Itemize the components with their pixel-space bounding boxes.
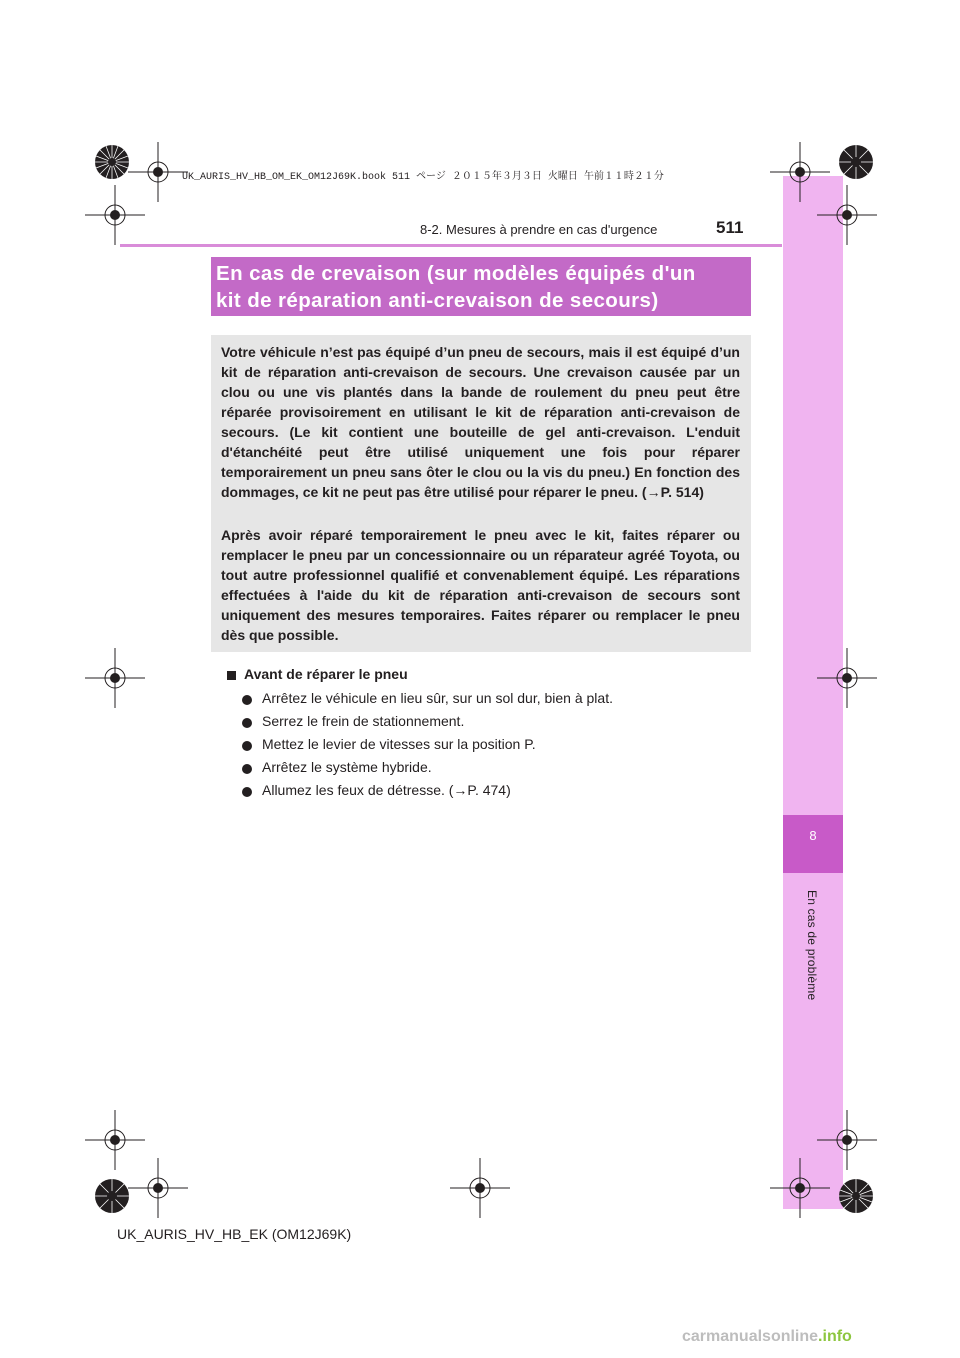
- crosshair-icon: [450, 1158, 510, 1218]
- page-title-line-1: En cas de crevaison (sur modèles équipés d'un: [216, 262, 696, 285]
- list-item: Mettez le levier de vitesses sur la position P.: [262, 736, 536, 752]
- watermark-site: carmanualsonline: [682, 1328, 819, 1345]
- intro-paragraph-1: Votre véhicule n’est pas équipé d’un pneu de secours, mais il est équipé d’un kit de réparation anti-crevaison de secours. Une crevaison causée par un clou ou une vis plantés dans la bande de roulement du pneu peut être réparée provisoirement en utilisant le kit de réparation anti-crevaison de secours. (Le kit contient une bouteille de gel anti-crevaison. L'enduit d'étanchéité peut être utilisé uniquement une fois pour réparer temporairement un pneu sans ôter le clou ou la vis du pneu.) En fonction des dommages, ce kit ne peut pas être utilisé pour réparer le pneu. (→P. 514): [221, 344, 740, 500]
- chapter-number: 8: [809, 828, 817, 843]
- document-code: UK_AURIS_HV_HB_EK (OM12J69K): [117, 1226, 352, 1242]
- page-title-line-2: kit de réparation anti-crevaison de secours): [216, 289, 659, 312]
- print-file-info: UK_AURIS_HV_HB_OM_EK_OM12J69K.book 511 ページ ２０１５年３月３日 火曜日 午前１１時２１分: [182, 172, 664, 183]
- bullet-icon: [242, 764, 252, 774]
- header-rule: [120, 244, 782, 247]
- registration-starburst-icon: [836, 1176, 876, 1216]
- bullet-icon: [242, 787, 252, 797]
- watermark: [682, 1328, 852, 1346]
- crosshair-icon: [85, 648, 145, 708]
- crosshair-icon: [128, 142, 188, 202]
- chapter-number-box: [783, 815, 843, 873]
- list-item: Arrêtez le véhicule en lieu sûr, sur un sol dur, bien à plat.: [262, 690, 613, 706]
- crosshair-icon: [770, 1158, 830, 1218]
- page-number: 511: [716, 218, 744, 237]
- registration-starburst-icon: [836, 142, 876, 182]
- chapter-title: En cas de problème: [805, 890, 819, 1001]
- registration-starburst-icon: [92, 142, 132, 182]
- crosshair-icon: [817, 648, 877, 708]
- crosshair-icon: [128, 1158, 188, 1218]
- crosshair-icon: [817, 185, 877, 245]
- bullet-icon: [242, 741, 252, 751]
- page-title: [216, 260, 756, 314]
- registration-starburst-icon: [92, 1176, 132, 1216]
- subsection-title: Avant de réparer le pneu: [244, 666, 408, 682]
- section-label: 8-2. Mesures à prendre en cas d'urgence: [420, 222, 658, 237]
- list-item: Allumez les feux de détresse. (→P. 474): [262, 782, 511, 798]
- bullet-icon: [242, 695, 252, 705]
- watermark-tld: .info: [818, 1328, 852, 1345]
- bullet-icon: [242, 718, 252, 728]
- list-item: Serrez le frein de stationnement.: [262, 713, 465, 729]
- list-item: Arrêtez le système hybride.: [262, 759, 432, 775]
- intro-paragraph-2: Après avoir réparé temporairement le pneu avec le kit, faites réparer ou remplacer le pneu par un concessionnaire ou un réparateur agréé Toyota, ou tout autre professionnel qualifié et convenablement équipé. Les réparations effectuées à l'aide du kit de réparation anti-crevaison de secours sont uniquement des mesures temporaires. Faites réparer ou remplacer le pneu dès que possible.: [221, 527, 740, 643]
- square-bullet-icon: [227, 671, 236, 680]
